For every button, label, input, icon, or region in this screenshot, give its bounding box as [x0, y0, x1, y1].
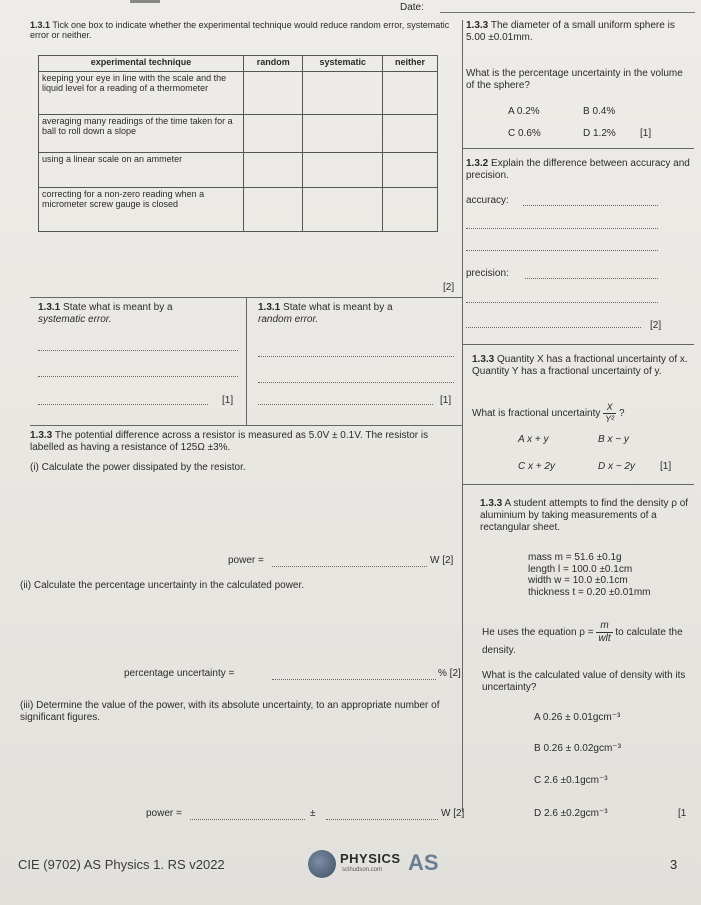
question-prompt: What is the calculated value of density with its uncertainty?	[482, 670, 686, 693]
equation-numerator: m	[596, 620, 612, 633]
marks: [1]	[440, 395, 452, 406]
systematic-answer-line[interactable]	[38, 376, 238, 377]
section-divider	[30, 425, 462, 426]
question-text: A student attempts to find the density ρ of aluminium by taking measurements of a rectangular sheet.	[480, 498, 689, 533]
option-b[interactable]: B x − y	[598, 434, 629, 445]
marks: [1	[678, 808, 687, 819]
technique-table	[38, 55, 438, 232]
brand-name: PHYSICS	[340, 851, 401, 866]
question-number: 1.3.1	[258, 302, 281, 313]
question-number: 1.3.1	[38, 302, 61, 313]
random-answer-line[interactable]	[258, 382, 454, 383]
technique-label: using a linear scale on an ammeter	[39, 153, 244, 188]
density-equation	[482, 620, 697, 657]
option-a[interactable]: A 0.2%	[508, 106, 540, 117]
question-prompt: What is the percentage uncertainty in the volume of the sphere?	[466, 68, 683, 91]
equation-denominator: wlt	[598, 633, 611, 644]
marks: [2]	[443, 282, 455, 293]
option-a[interactable]: A 0.26 ± 0.01gcm⁻³	[534, 712, 621, 723]
table-row	[39, 115, 438, 153]
power-value-line[interactable]	[190, 819, 305, 820]
question-text: State what is meant by a	[283, 302, 393, 313]
tick-box-neither[interactable]	[382, 188, 437, 232]
column-divider	[246, 297, 247, 425]
header-scrap	[130, 0, 160, 3]
measurement-thickness: thickness t = 0.20 ±0.01mm	[528, 586, 651, 598]
section-divider	[462, 148, 694, 149]
power-uncertainty-unit: W [2]	[441, 808, 465, 819]
power-label: power =	[228, 555, 264, 566]
date-line	[440, 12, 695, 13]
tick-box-neither[interactable]	[382, 153, 437, 188]
option-d[interactable]: D 2.6 ±0.2gcm⁻³	[534, 808, 608, 819]
tick-box-systematic[interactable]	[303, 188, 383, 232]
question-prompt	[472, 402, 697, 425]
precision-answer-line[interactable]	[525, 278, 658, 279]
measurement-width: width w = 10.0 ±0.1cm	[528, 575, 628, 586]
table-row	[39, 188, 438, 232]
question-text: Tick one box to indicate whether the experimental technique would reduce random error, systematic error or neither.	[30, 20, 450, 41]
col-header-neither: neither	[382, 56, 437, 72]
accuracy-answer-line[interactable]	[466, 228, 658, 229]
technique-label: averaging many readings of the time taken for a ball to roll down a slope	[39, 115, 244, 153]
date-label: Date:	[400, 2, 424, 13]
question-mark: ?	[618, 407, 625, 419]
percentage-unit: % [2]	[438, 668, 461, 679]
measurement-list	[528, 552, 651, 598]
option-c[interactable]: C 2.6 ±0.1gcm⁻³	[534, 775, 608, 786]
accuracy-label: accuracy:	[466, 195, 509, 206]
tick-box-random[interactable]	[244, 115, 303, 153]
column-divider	[462, 20, 463, 812]
measurement-mass: mass m = 51.6 ±0.1g	[528, 552, 622, 563]
precision-answer-line[interactable]	[466, 327, 641, 328]
brand-level: AS	[408, 850, 439, 875]
question-number: 1.3.2	[466, 158, 489, 169]
accuracy-answer-line[interactable]	[523, 205, 658, 206]
option-d[interactable]: D 1.2%	[583, 128, 616, 139]
page-number: 3	[670, 857, 678, 872]
question-text: The potential difference across a resistor is measured as 5.0V ± 0.1V. The resistor is labelled as having a resistance of 125Ω ±3%.	[30, 430, 429, 453]
option-c[interactable]: C x + 2y	[518, 461, 555, 472]
technique-label: correcting for a non-zero reading when a micrometer screw gauge is closed	[39, 188, 244, 232]
plus-minus: ±	[310, 808, 316, 819]
power-uncertainty-line[interactable]	[326, 819, 438, 820]
table-row	[39, 153, 438, 188]
random-answer-line[interactable]	[258, 356, 454, 357]
equation-prefix: He uses the equation ρ =	[482, 627, 594, 639]
part-iii: (iii) Determine the value of the power, with its absolute uncertainty, to an appropriate number of significant figures.	[20, 700, 440, 723]
col-header-technique: experimental technique	[39, 56, 244, 72]
question-accuracy-precision	[466, 158, 691, 182]
col-header-random: random	[244, 56, 303, 72]
section-divider	[462, 344, 694, 345]
marks: [1]	[640, 128, 652, 139]
question-systematic-error	[38, 302, 238, 326]
power-uncertainty-label: power =	[146, 808, 182, 819]
systematic-answer-line[interactable]	[38, 350, 238, 351]
tick-box-neither[interactable]	[382, 115, 437, 153]
question-number: 1.3.3	[472, 354, 495, 365]
part-i: (i) Calculate the power dissipated by the resistor.	[30, 462, 246, 473]
table-row	[39, 72, 438, 115]
fraction-numerator: X	[603, 402, 616, 414]
brand-website: scihudson.com	[342, 867, 383, 873]
question-density	[480, 498, 692, 534]
tick-box-random[interactable]	[244, 72, 303, 115]
part-ii: (ii) Calculate the percentage uncertainty in the calculated power.	[20, 580, 305, 591]
tick-box-random[interactable]	[244, 153, 303, 188]
tick-box-neither[interactable]	[382, 72, 437, 115]
question-random-error	[258, 302, 458, 326]
tick-box-random[interactable]	[244, 188, 303, 232]
fraction-x-over-y2	[603, 402, 616, 425]
systematic-answer-line[interactable]	[38, 404, 208, 405]
footer-course: CIE (9702) AS Physics 1. RS v2022	[18, 857, 225, 872]
option-b[interactable]: B 0.26 ± 0.02gcm⁻³	[534, 743, 621, 754]
marks: [1]	[222, 395, 234, 406]
equation-suffix: to calculate the density.	[482, 627, 683, 656]
question-number: 1.3.3	[480, 498, 503, 509]
question-power	[30, 430, 460, 454]
technique-label: keeping your eye in line with the scale and the liquid level for a reading of a thermometer	[39, 72, 244, 115]
tick-box-systematic[interactable]	[303, 153, 383, 188]
question-text: Quantity X has a fractional uncertainty of x. Quantity Y has a fractional uncertainty of y.	[472, 354, 688, 377]
question-text: State what is meant by a	[63, 302, 173, 313]
col-header-systematic: systematic	[303, 56, 383, 72]
term: random error.	[258, 314, 319, 325]
option-c[interactable]: C 0.6%	[508, 128, 541, 139]
question-number: 1.3.1	[30, 20, 51, 30]
prompt-text: What is fractional uncertainty	[472, 407, 601, 419]
logo-icon	[308, 850, 336, 878]
question-tick-box	[30, 20, 450, 41]
precision-answer-line[interactable]	[466, 302, 658, 303]
measurement-length: length l = 100.0 ±0.1cm	[528, 563, 633, 575]
fraction-denominator: Y²	[605, 413, 615, 424]
random-answer-line[interactable]	[258, 404, 433, 405]
question-fractional-uncertainty	[472, 354, 692, 378]
option-b[interactable]: B 0.4%	[583, 106, 616, 117]
tick-box-systematic[interactable]	[303, 115, 383, 153]
term: systematic error.	[38, 314, 112, 325]
table-header-row	[39, 56, 438, 72]
marks: [1]	[660, 461, 672, 472]
question-text: Explain the difference between accuracy and precision.	[466, 158, 690, 181]
question-number: 1.3.3	[466, 20, 489, 31]
power-unit: W [2]	[430, 555, 454, 566]
power-answer-line[interactable]	[272, 566, 427, 567]
equation-fraction	[596, 620, 612, 645]
question-text: The diameter of a small uniform sphere is 5.00 ±0.01mm.	[466, 20, 675, 43]
question-number: 1.3.3	[30, 430, 53, 441]
marks: [2]	[650, 320, 662, 331]
option-d[interactable]: D x − 2y	[598, 461, 635, 472]
section-divider	[462, 484, 694, 485]
tick-box-systematic[interactable]	[303, 72, 383, 115]
brand-logo	[308, 848, 458, 882]
precision-label: precision:	[466, 268, 509, 279]
option-a[interactable]: A x + y	[518, 434, 549, 445]
percentage-answer-line[interactable]	[272, 679, 436, 680]
accuracy-answer-line[interactable]	[466, 250, 658, 251]
percentage-label: percentage uncertainty =	[124, 668, 235, 679]
question-sphere	[466, 20, 691, 44]
